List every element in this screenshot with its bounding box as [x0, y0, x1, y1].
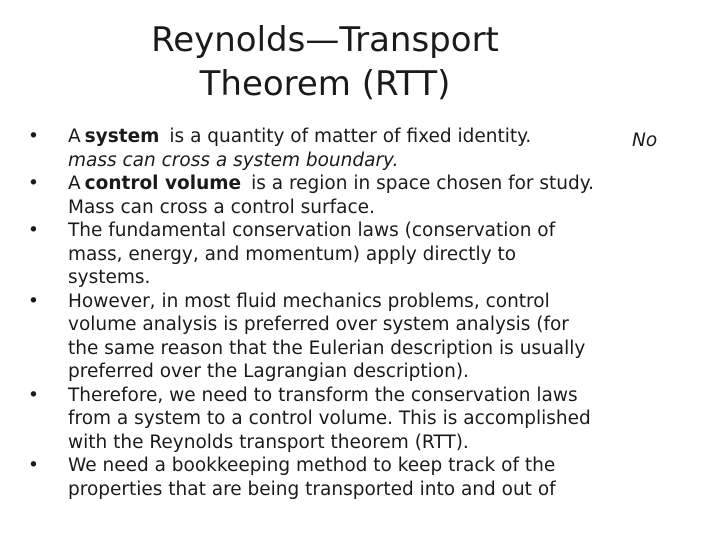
bullet-5-text: Therefore, we need to transform the conservation laws from a system to a control volume. This is accomplished with the Reynolds transport theorem (RTT). [68, 384, 591, 453]
bullet-1-italic-text: mass can cross a system boundary. [68, 149, 399, 171]
bullet-list [28, 125, 603, 501]
bullet-conservation-laws [28, 219, 603, 290]
side-note: No [632, 130, 658, 151]
bullet-transform-laws [28, 384, 603, 455]
bullet-bookkeeping [28, 454, 603, 501]
bullet-2-text: is a region in space chosen for study. Mass can cross a control surface. [68, 173, 594, 218]
bullet-6-text: We need a bookkeeping method to keep track of the properties that are being transported into and out of [68, 455, 556, 500]
term-system: system [84, 126, 160, 147]
title-line-2: Theorem (RTT) [199, 64, 451, 104]
bullet-4-text: However, in most fluid mechanics problems, control volume analysis is preferred over system analysis (for the same reason that the Eulerian description is usually preferred over the Lagrangian description). [68, 290, 586, 382]
bullet-control-volume-definition [28, 172, 603, 219]
title-line-1: Reynolds—Transport [151, 20, 499, 60]
bullet-2-prefix: A [68, 173, 81, 194]
bullet-3-text: The fundamental conservation laws (conservation of mass, energy, and momentum) apply directly to systems. [68, 220, 556, 288]
bullet-system-definition [28, 125, 603, 172]
bullet-1-text: is a quantity of matter of fixed identity. [169, 126, 532, 147]
slide-title [0, 18, 650, 106]
bullet-1-prefix: A [68, 126, 81, 147]
term-control-volume: control volume [84, 173, 242, 194]
bullet-control-volume-analysis [28, 290, 603, 384]
slide-body [28, 125, 603, 501]
